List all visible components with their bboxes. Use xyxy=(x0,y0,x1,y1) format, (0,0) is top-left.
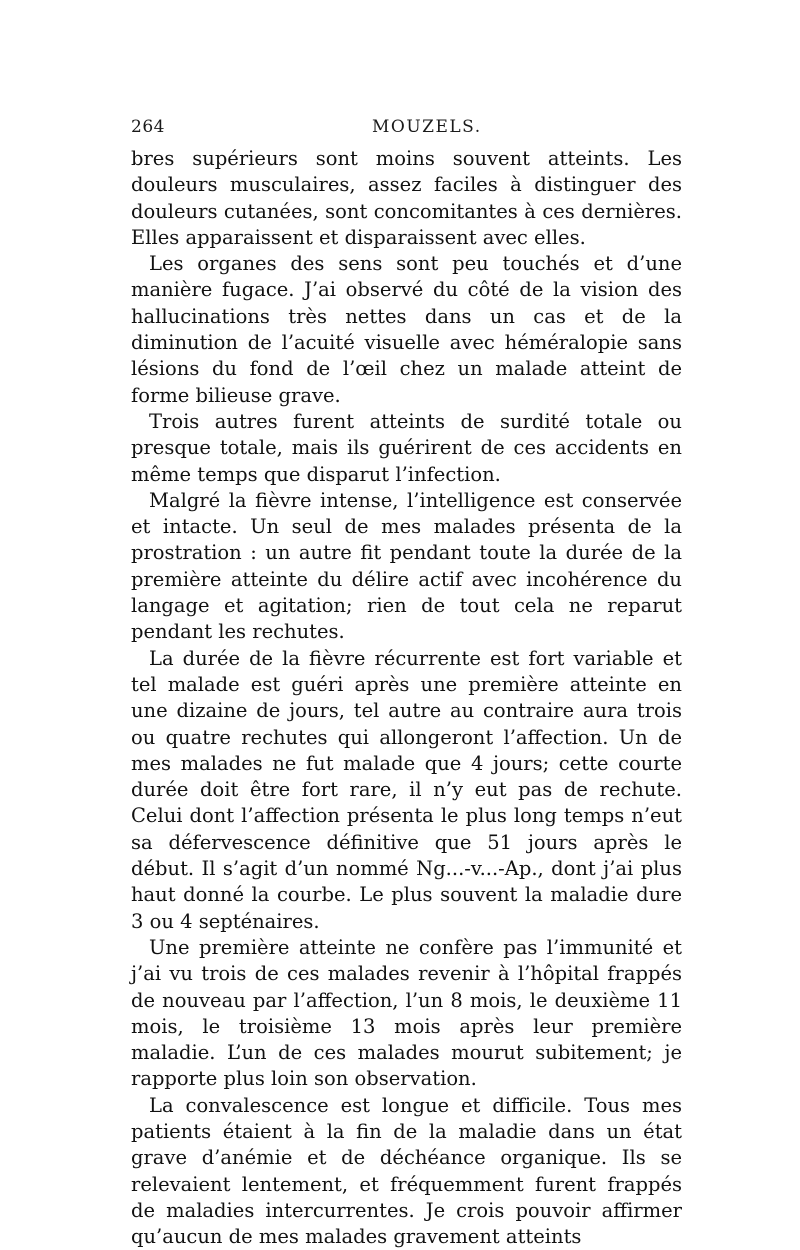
paragraph: Une première atteinte ne confère pas l’immunité et j’ai vu trois de ces malades revenir à l’hôpital frappés de nouveau par l’affection, l’un 8 mois, le deuxième 11 mois, le troisième 13 mois après leur première maladie. L’un de ces malades mourut subitement; je rapporte plus loin son observation. xyxy=(131,935,682,1091)
running-head xyxy=(131,113,669,143)
paragraph: Malgré la fièvre intense, l’intelligence est conservée et intacte. Un seul de mes malades présenta de la prostration : un autre fit pendant toute la durée de la première atteinte du délire actif avec incohérence du langage et agitation; rien de tout cela ne reparut pendant les rechutes. xyxy=(131,488,682,644)
running-title: MOUZELS. xyxy=(372,117,482,137)
body-text xyxy=(131,146,682,1250)
paragraph: La durée de la fièvre récurrente est fort variable et tel malade est guéri après une première atteinte en une dizaine de jours, tel autre au contraire aura trois ou quatre rechutes qui allongeront l’affection. Un de mes malades ne fut malade que 4 jours; cette courte durée doit être fort rare, il n’y eut pas de rechute. Celui dont l’affection présenta le plus long temps n’eut sa défervescence définitive que 51 jours après le début. Il s’agit d’un nommé Ng...-v...-Ap., dont j’ai plus haut donné la courbe. Le plus souvent la maladie dure 3 ou 4 septénaires. xyxy=(131,646,682,933)
page-number: 264 xyxy=(131,117,165,137)
paragraph-continued: bres supérieurs sont moins souvent atteints. Les douleurs musculaires, assez faciles à distinguer des douleurs cutanées, sont concomitantes à ces dernières. Elles apparaissent et disparaissent avec elles. xyxy=(131,147,682,249)
paragraph: La convalescence est longue et difficile. Tous mes patients étaient à la fin de la maladie dans un état grave d’anémie et de déchéance organique. Ils se relevaient lentement, et fréquemment furent frappés de maladies intercurrentes. Je crois pouvoir affirmer qu’aucun de mes malades gravement atteints xyxy=(131,1093,682,1249)
paragraph: Les organes des sens sont peu touchés et d’une manière fugace. J’ai observé du côté de la vision des hallucinations très nettes dans un cas et de la diminution de l’acuité visuelle avec héméralopie sans lésions du fond de l’œil chez un malade atteint de forme bilieuse grave. xyxy=(131,252,682,407)
paragraph: Trois autres furent atteints de surdité totale ou presque totale, mais ils guérirent de ces accidents en même temps que disparut l’infection. xyxy=(131,409,682,486)
